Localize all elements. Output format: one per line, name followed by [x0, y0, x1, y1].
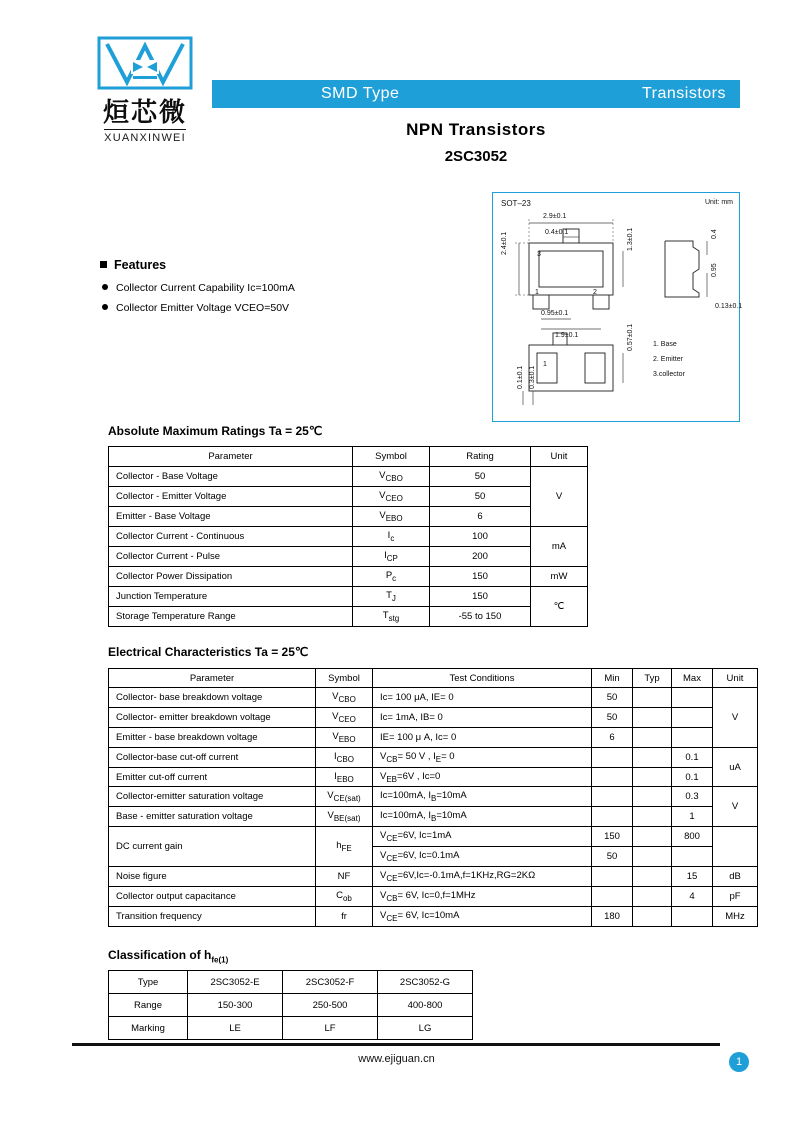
table-row	[109, 688, 758, 708]
cell-max: 0.1	[672, 767, 713, 787]
cell-parameter: Noise figure	[109, 867, 316, 887]
cell-parameter: Collector-base cut-off current	[109, 747, 316, 767]
footer-divider	[72, 1043, 720, 1046]
cell-conditions: $V_{CB}= 6V$, Ic=0,f=1MHz	[373, 886, 592, 906]
cell-symbol: $I_{CP}$	[353, 547, 430, 567]
table-row	[109, 747, 758, 767]
cell-parameter: Collector-emitter saturation voltage	[109, 787, 316, 807]
cell-unit: mW	[531, 567, 588, 587]
cell-typ	[633, 787, 672, 807]
cell-conditions: Ic=100mA, $I_B=10mA$	[373, 787, 592, 807]
cell-parameter: Emitter - base breakdown voltage	[109, 727, 316, 747]
feature-text: Collector Emitter Voltage VCEO=50V	[116, 302, 290, 314]
table-row	[109, 867, 758, 887]
table-row	[109, 507, 588, 527]
cell-range: 150-300	[188, 994, 283, 1017]
cell-conditions: $V_{CE}= 6V$, Ic=10mA	[373, 906, 592, 926]
table-row	[109, 587, 588, 607]
table-row	[109, 827, 758, 847]
dim-inner-height: 1.3±0.1	[627, 227, 634, 251]
cell-max: 0.1	[672, 747, 713, 767]
cell-parameter: Collector Current - Pulse	[109, 547, 353, 567]
table-row	[109, 527, 588, 547]
table-row	[109, 807, 758, 827]
cell-symbol: $I_{CBO}$	[316, 747, 373, 767]
cell-symbol: $V_{CE(sat)}$	[316, 787, 373, 807]
cell-type: 2SC3052-G	[378, 971, 473, 994]
cell-range: 250-500	[283, 994, 378, 1017]
cell-unit	[713, 827, 758, 867]
table-row	[109, 707, 758, 727]
logo-chinese-name: 烜芯微	[102, 98, 187, 128]
cell-rating: -55 to 150	[430, 607, 531, 627]
banner-right-label: Transistors	[641, 85, 726, 102]
cell-symbol: NF	[316, 867, 373, 887]
cell-max	[672, 906, 713, 926]
cell-min: 50	[592, 707, 633, 727]
cell-marking: LE	[188, 1017, 283, 1040]
dim-thickness-right: 0.4	[711, 229, 718, 239]
electrical-characteristics-table	[108, 668, 758, 927]
cell-symbol: $V_{CBO}$	[316, 688, 373, 708]
table-row	[109, 767, 758, 787]
cell-symbol: $h_{FE}$	[316, 827, 373, 867]
cell-symbol: $T_J$	[353, 587, 430, 607]
cell-max	[672, 847, 713, 867]
col-max: Max	[672, 669, 713, 688]
company-logo	[70, 32, 220, 146]
cell-typ	[633, 847, 672, 867]
cell-max: 800	[672, 827, 713, 847]
cell-conditions: $V_{CE}=6V$, Ic=1mA	[373, 827, 592, 847]
cell-parameter: Collector Power Dissipation	[109, 567, 353, 587]
cell-symbol: $I_{EBO}$	[316, 767, 373, 787]
page-number-badge: 1	[729, 1052, 749, 1072]
cell-min	[592, 767, 633, 787]
table-row	[109, 994, 473, 1017]
hfe-classification-table	[108, 970, 473, 1040]
cell-typ	[633, 688, 672, 708]
cell-parameter: Collector- emitter breakdown voltage	[109, 707, 316, 727]
cell-conditions: $V_{CB}= 50$ V , $I_E= 0$	[373, 747, 592, 767]
dim-span: 1.9±0.1	[555, 332, 579, 339]
cell-symbol: fr	[316, 906, 373, 926]
cell-min	[592, 886, 633, 906]
table-row	[109, 727, 758, 747]
cell-unit: pF	[713, 886, 758, 906]
table-row	[109, 607, 588, 627]
cell-parameter: Collector output capacitance	[109, 886, 316, 906]
col-test-conditions: Test Conditions	[373, 669, 592, 688]
table-row	[109, 906, 758, 926]
cell-parameter: Collector- base breakdown voltage	[109, 688, 316, 708]
cell-typ	[633, 867, 672, 887]
pin-number-2: 2	[593, 289, 597, 296]
cell-parameter: DC current gain	[109, 827, 316, 867]
cell-rating: 200	[430, 547, 531, 567]
cell-max	[672, 727, 713, 747]
absolute-max-heading-label: Absolute Maximum Ratings Ta = 25℃	[108, 424, 323, 438]
package-name: SOT–23	[501, 199, 531, 208]
table-header-row	[109, 447, 588, 467]
banner-left-label: SMD Type	[321, 85, 400, 102]
col-min: Min	[592, 669, 633, 688]
cell-typ	[633, 827, 672, 847]
dim-body-height: 2.4±0.1	[501, 231, 508, 255]
cell-max	[672, 688, 713, 708]
cell-unit: V	[713, 688, 758, 748]
pin-number-1-bottom: 1	[543, 361, 547, 368]
cell-unit: V	[713, 787, 758, 827]
cell-typ	[633, 886, 672, 906]
col-symbol: Symbol	[316, 669, 373, 688]
cell-conditions: $V_{CE}=6V,Ic=-0.1mA,f=1KHz,RG=2K\Omega$	[373, 867, 592, 887]
cell-unit: ℃	[531, 587, 588, 627]
package-unit-note: Unit: mm	[705, 199, 733, 206]
col-typ: Typ	[633, 669, 672, 688]
row-label-range: Range	[109, 994, 188, 1017]
table-header-row	[109, 669, 758, 688]
cell-parameter: Collector - Emitter Voltage	[109, 487, 353, 507]
cell-rating: 50	[430, 487, 531, 507]
col-parameter: Parameter	[109, 447, 353, 467]
cell-parameter: Emitter - Base Voltage	[109, 507, 353, 527]
table-row	[109, 547, 588, 567]
cell-symbol: $V_{BE(sat)}$	[316, 807, 373, 827]
electrical-heading-label: Electrical Characteristics Ta = 25℃	[108, 645, 309, 659]
cell-conditions: $V_{EB}=6V$ , Ic=0	[373, 767, 592, 787]
pin-label-emitter: 2. Emitter	[653, 356, 683, 363]
classification-heading	[108, 948, 228, 964]
cell-conditions: IE= 100 μ A, Ic= 0	[373, 727, 592, 747]
feature-text: Collector Current Capability Ic=100mA	[116, 282, 295, 294]
table-row	[109, 567, 588, 587]
dim-thickness-right-2: 0.95	[711, 263, 718, 277]
table-row	[109, 467, 588, 487]
electrical-heading	[108, 645, 308, 659]
cell-type: 2SC3052-F	[283, 971, 378, 994]
cell-max	[672, 707, 713, 727]
bullet-dot-icon	[102, 284, 108, 290]
cell-symbol: $V_{CBO}$	[353, 467, 430, 487]
cell-min: 150	[592, 827, 633, 847]
cell-unit: V	[531, 467, 588, 527]
table-row	[109, 1017, 473, 1040]
pin-number-1: 1	[535, 289, 539, 296]
cell-max: 4	[672, 886, 713, 906]
pin-number-3: 3	[537, 251, 541, 258]
cell-min	[592, 807, 633, 827]
classification-heading-sub: fe(1)	[211, 955, 229, 965]
cell-rating: 150	[430, 587, 531, 607]
features-section	[100, 258, 430, 322]
col-parameter: Parameter	[109, 669, 316, 688]
cell-symbol: $V_{EBO}$	[316, 727, 373, 747]
cell-rating: 100	[430, 527, 531, 547]
cell-parameter: Junction Temperature	[109, 587, 353, 607]
cell-marking: LG	[378, 1017, 473, 1040]
cell-marking: LF	[283, 1017, 378, 1040]
classification-heading-label: Classification of h	[108, 948, 212, 962]
feature-item	[100, 302, 430, 314]
pin-label-collector: 3.collector	[653, 371, 685, 378]
cell-rating: 6	[430, 507, 531, 527]
cell-symbol: $V_{EBO}$	[353, 507, 430, 527]
dim-bottom-3: 0.3±0.1	[529, 365, 536, 389]
cell-typ	[633, 727, 672, 747]
cell-max: 1	[672, 807, 713, 827]
cell-conditions: Ic= 1mA, IB= 0	[373, 707, 592, 727]
cell-conditions: Ic= 100 μA, IE= 0	[373, 688, 592, 708]
row-label-type: Type	[109, 971, 188, 994]
document-title: NPN Transistors	[406, 120, 546, 139]
package-outline-drawing	[492, 192, 743, 422]
cell-min	[592, 787, 633, 807]
features-heading-label: Features	[114, 258, 167, 272]
cell-symbol: $I_c$	[353, 527, 430, 547]
footer-url[interactable]: www.ejiguan.cn	[358, 1053, 435, 1065]
cell-typ	[633, 747, 672, 767]
cell-range: 400-800	[378, 994, 473, 1017]
dim-bottom-2: 0.1±0.1	[517, 365, 524, 389]
cell-unit: dB	[713, 867, 758, 887]
cell-min: 180	[592, 906, 633, 926]
cell-symbol: $C_{ob}$	[316, 886, 373, 906]
logo-english-name: XUANXINWEI	[104, 129, 186, 144]
cell-min: 6	[592, 727, 633, 747]
cell-typ	[633, 807, 672, 827]
cell-conditions: Ic=100mA, $I_B=10mA$	[373, 807, 592, 827]
cell-symbol: $T_{stg}$	[353, 607, 430, 627]
cell-type: 2SC3052-E	[188, 971, 283, 994]
cell-parameter: Collector Current - Continuous	[109, 527, 353, 547]
cell-unit: uA	[713, 747, 758, 787]
cell-max: 0.3	[672, 787, 713, 807]
cell-typ	[633, 767, 672, 787]
cell-min	[592, 867, 633, 887]
cell-typ	[633, 707, 672, 727]
cell-unit: MHz	[713, 906, 758, 926]
bullet-dot-icon	[102, 304, 108, 310]
pin-label-base: 1. Base	[653, 341, 677, 348]
cell-parameter: Emitter cut-off current	[109, 767, 316, 787]
page-header	[60, 32, 740, 165]
cell-rating: 150	[430, 567, 531, 587]
cell-parameter: Transition frequency	[109, 906, 316, 926]
cell-symbol: $P_c$	[353, 567, 430, 587]
dim-bottom-1: 0.57±0.1	[627, 323, 634, 351]
part-number: 2SC3052	[444, 148, 508, 165]
cell-symbol: $V_{CEO}$	[316, 707, 373, 727]
table-row	[109, 886, 758, 906]
cell-parameter: Collector - Base Voltage	[109, 467, 353, 487]
table-row	[109, 487, 588, 507]
features-heading	[100, 258, 430, 272]
dim-pitch: 0.95±0.1	[541, 310, 569, 317]
header-banner	[212, 80, 740, 108]
absolute-maximum-ratings-table	[108, 446, 588, 627]
dim-top-width: 2.9±0.1	[543, 213, 567, 220]
col-rating: Rating	[430, 447, 531, 467]
col-unit: Unit	[531, 447, 588, 467]
table-row	[109, 971, 473, 994]
feature-item	[100, 282, 430, 294]
bullet-square-icon	[100, 261, 107, 268]
cell-parameter: Storage Temperature Range	[109, 607, 353, 627]
cell-typ	[633, 906, 672, 926]
logo-xxw-icon	[91, 32, 199, 94]
table-row	[109, 787, 758, 807]
cell-rating: 50	[430, 467, 531, 487]
absolute-max-heading	[108, 424, 322, 438]
cell-max: 15	[672, 867, 713, 887]
dim-lead-thickness: 0.13±0.1	[715, 303, 743, 310]
col-unit: Unit	[713, 669, 758, 688]
cell-conditions: $V_{CE}=6V$, Ic=0.1mA	[373, 847, 592, 867]
cell-parameter: Base - emitter saturation voltage	[109, 807, 316, 827]
cell-min: 50	[592, 688, 633, 708]
cell-min: 50	[592, 847, 633, 867]
cell-min	[592, 747, 633, 767]
col-symbol: Symbol	[353, 447, 430, 467]
dim-lead-width: 0.4±0.1	[545, 229, 569, 236]
cell-unit: mA	[531, 527, 588, 567]
row-label-marking: Marking	[109, 1017, 188, 1040]
cell-symbol: $V_{CEO}$	[353, 487, 430, 507]
